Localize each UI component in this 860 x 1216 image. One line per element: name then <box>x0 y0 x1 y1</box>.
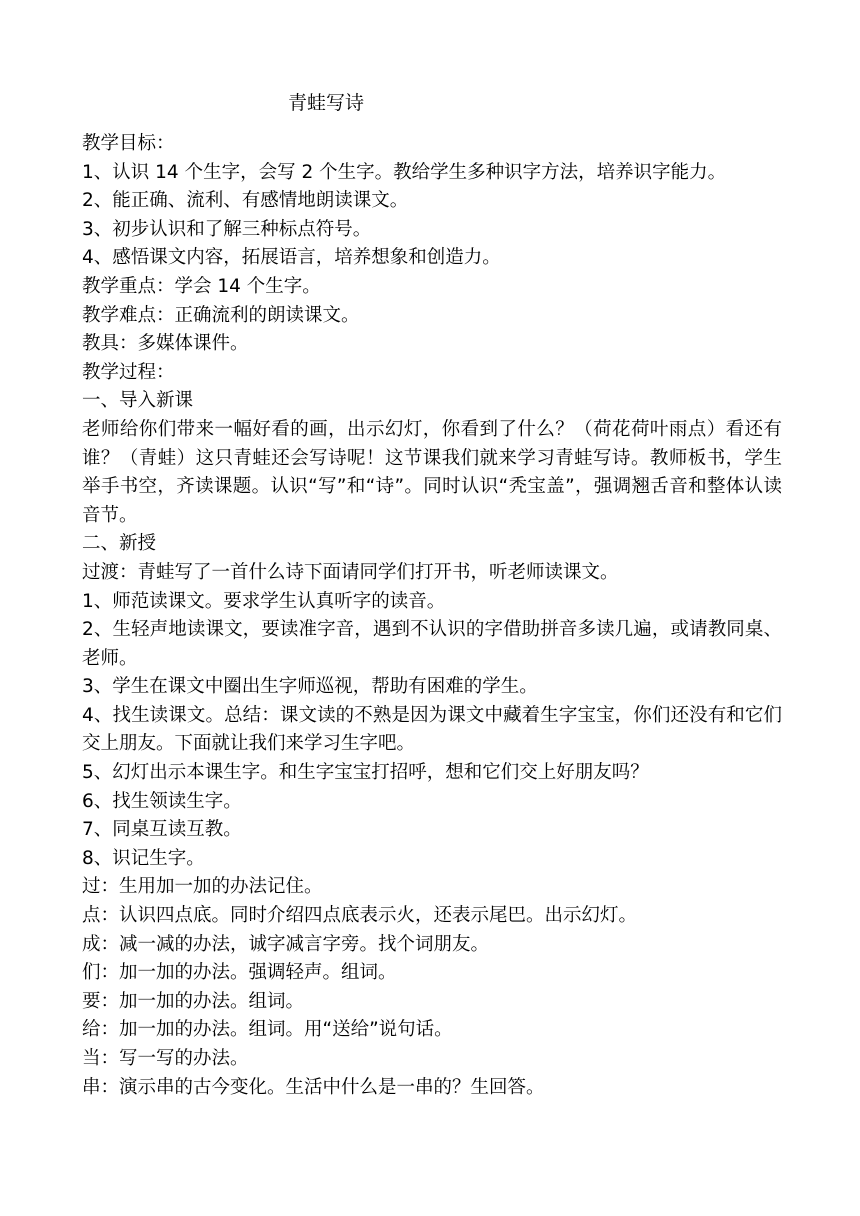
char-note-dang: 当：写一写的办法。 <box>82 1048 249 1069</box>
objective-3: 3、初步认识和了解三种标点符号。 <box>82 218 372 240</box>
char-note-yao: 要：加一加的办法。组词。 <box>82 990 305 1012</box>
document-title: 青蛙写诗 <box>288 92 365 114</box>
step-3: 3、学生在课文中圈出生字师巡视，帮助有困难的学生。 <box>82 676 538 698</box>
step-2: 2、生轻声地读课文，要读准字音，遇到不认识的字借助拼音多读几遍，或请教同桌、老师。 <box>82 619 782 669</box>
transition-line: 过渡：青蛙写了一首什么诗下面请同学们打开书，听老师读课文。 <box>82 561 619 583</box>
step-5: 5、幻灯出示本课生字。和生字宝宝打招呼，想和它们交上好朋友吗？ <box>82 762 649 784</box>
step-6: 6、找生领读生字。 <box>82 790 242 812</box>
process-heading: 教学过程： <box>82 361 175 383</box>
step-4: 4、找生读课文。总结：课文读的不熟是因为课文中藏着生字宝宝，你们还没有和它们交上朋友。下面就让我们来学习生字吧。 <box>82 704 782 755</box>
section-1-heading: 一、导入新课 <box>82 390 194 412</box>
objectives-heading: 教学目标： <box>82 133 175 154</box>
key-point: 教学重点：学会 14 个生字。 <box>82 275 321 297</box>
intro-paragraph: 老师给你们带来一幅好看的画，出示幻灯，你看到了什么？（荷花荷叶雨点）看还有谁？（青蛙）这只青蛙还会写诗呢！这节课我们就来学习青蛙写诗。教师板书，学生举手书空，齐读课题。认识“写”和“诗”。同时认识“秃宝盖”，强调翘舌音和整体认读音节。 <box>82 418 782 526</box>
step-7: 7、同桌互读互教。 <box>82 819 242 841</box>
document-body <box>82 130 782 1102</box>
objective-1: 1、认识 14 个生字，会写 2 个生字。教给学生多种识字方法，培养识字能力。 <box>82 161 727 183</box>
char-note-cheng: 成：减一减的办法，诚字减言字旁。找个词朋友。 <box>82 933 490 955</box>
difficulty: 教学难点：正确流利的朗读课文。 <box>82 304 360 326</box>
char-note-chuan: 串：演示串的古今变化。生活中什么是一串的？生回答。 <box>82 1076 545 1098</box>
char-note-gei: 给：加一加的办法。组词。用“送给”说句话。 <box>82 1019 453 1041</box>
char-note-dian: 点：认识四点底。同时介绍四点底表示火，还表示尾巴。出示幻灯。 <box>82 905 638 927</box>
section-2-heading: 二、新授 <box>82 533 157 555</box>
teaching-aids: 教具：多媒体课件。 <box>82 333 249 355</box>
char-note-men: 们：加一加的办法。强调轻声。组词。 <box>82 962 397 984</box>
char-note-guo: 过：生用加一加的办法记住。 <box>82 876 323 898</box>
objective-2: 2、能正确、流利、有感情地朗读课文。 <box>82 190 409 212</box>
objective-4: 4、感悟课文内容，拓展语言，培养想象和创造力。 <box>82 247 501 269</box>
step-1: 1、师范读课文。要求学生认真听字的读音。 <box>82 590 446 612</box>
step-8: 8、识记生字。 <box>82 847 205 869</box>
